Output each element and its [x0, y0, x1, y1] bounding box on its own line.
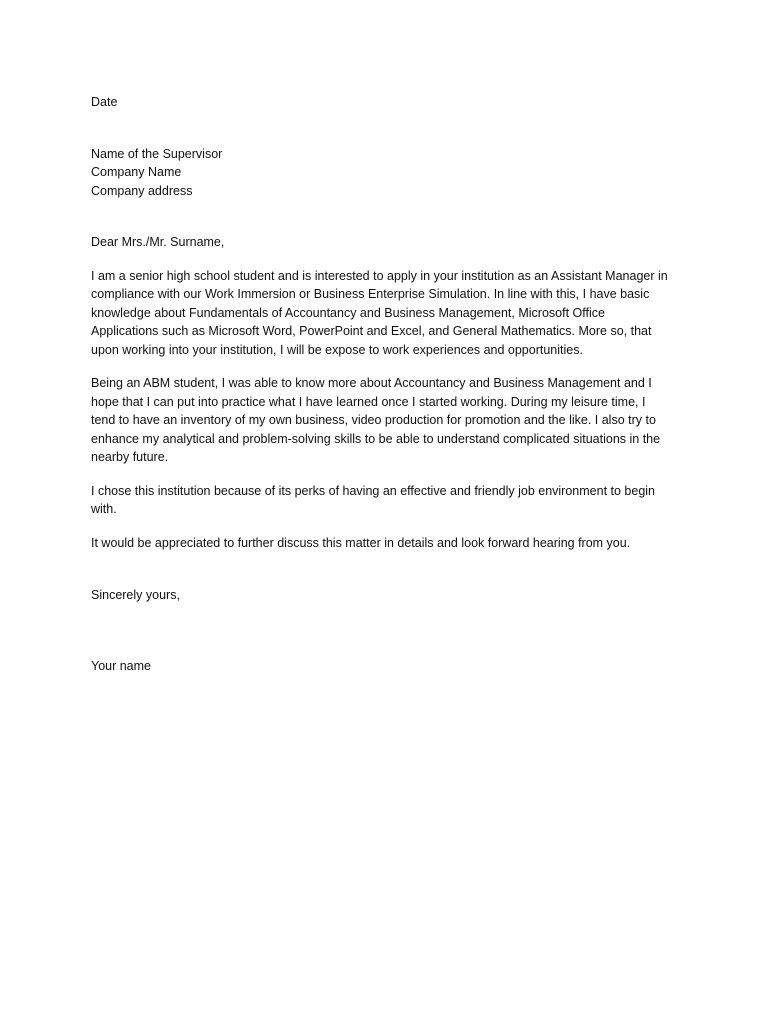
body-paragraph-closing: It would be appreciated to further discuss this matter in details and look forward hearing from you. — [91, 535, 631, 550]
closing-line: Sincerely yours, — [91, 588, 180, 602]
body-paragraph-intro: I am a senior high school student and is interested to apply in your institution as an Assistant Manager in compliance with our Work Immersion or Business Enterprise Simulation. In line with this, I have basic knowledge about Fundamentals of Accountancy and Business Management, Microsoft Office Applications such as Microsoft Word, PowerPoint and Excel, and General Mathematics. More so, that upon working into your institution, I will be expose to work experiences and opportunities. — [91, 268, 668, 357]
recipient-block — [91, 145, 691, 201]
supervisor-name: Name of the Supervisor — [91, 146, 223, 161]
body-paragraph-reason: I chose this institution because of its perks of having an effective and friendly job environment to begin with. — [91, 483, 655, 516]
company-name: Company Name — [91, 165, 182, 179]
salutation: Dear Mrs./Mr. Surname, — [91, 235, 225, 249]
cover-letter — [91, 93, 691, 675]
body-paragraph-background: Being an ABM student, I was able to know more about Accountancy and Business Management and I hope that I can put into practice what I have learned once I started working. During my leisure time, I tend to have an inventory of my own business, video production for promotion and the like. I also try to enhance my analytical and problem-solving skills to be able to understand complicated situations in the nearby future. — [91, 376, 661, 464]
date-line: Date — [91, 95, 118, 109]
company-address: Company address — [91, 183, 193, 198]
signature-line: Your name — [91, 658, 151, 673]
